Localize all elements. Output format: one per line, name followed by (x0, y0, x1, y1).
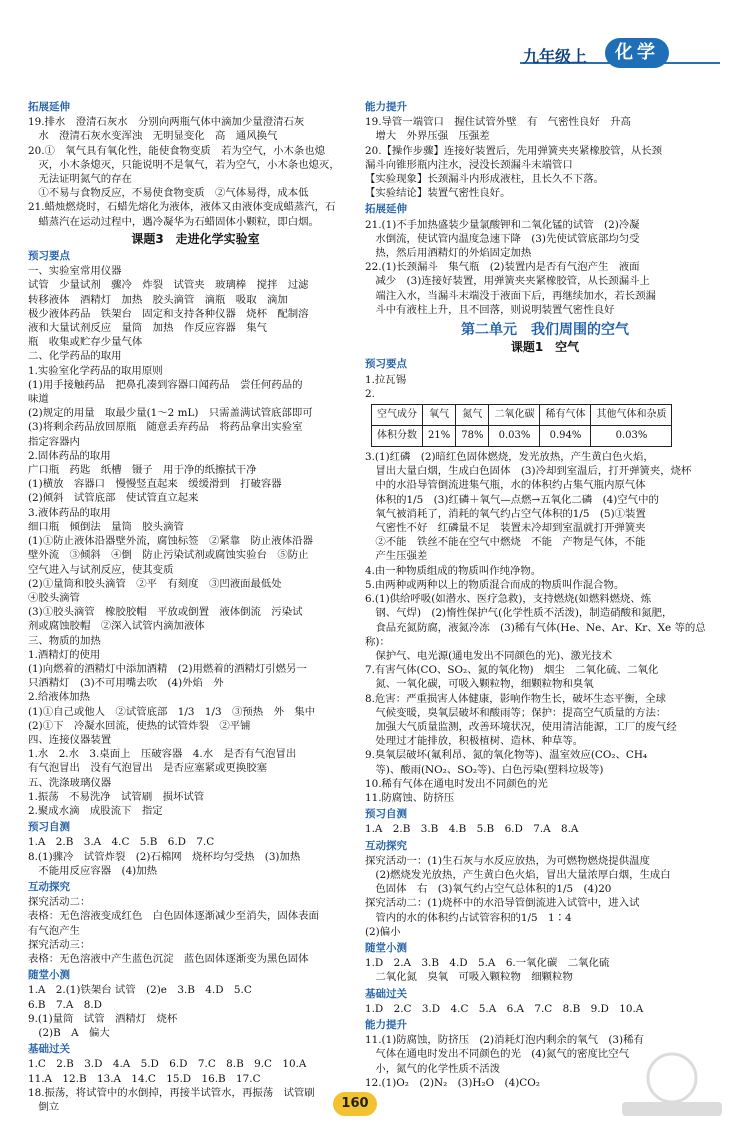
answer-line: 中的水沿导管倒流进集气瓶，水的体积约占集气瓶内原气体 (365, 479, 646, 492)
right-column (365, 98, 725, 1090)
answer-line: 1.A 2.B 3.A 4.C 5.B 6.D 7.C (28, 836, 215, 849)
section-heading: 预习自测 (28, 821, 70, 834)
section-heading: 预习要点 (365, 358, 407, 371)
answer-line: 8.危害：严重损害人体健康，影响作物生长，破坏生态平衡，全球 (365, 692, 666, 705)
answer-line: ④胶头滴管 (28, 591, 80, 604)
answer-line: 氧气被消耗了，消耗的氧气约占空气体积的1/5 (5)①装置 (365, 507, 646, 520)
section-heading: 基础过关 (28, 1043, 70, 1056)
answer-line: 表格：无色溶液变成红色 白色固体逐渐减少至消失，固体表面 (28, 910, 319, 923)
answer-line: 水倒流，使试管内温度急速下降 (3)先使试管底部均匀受 (365, 232, 640, 245)
answer-line: (1)向燃着的酒精灯中添加酒精 (2)用燃着的酒精灯引燃另一 (28, 662, 307, 675)
answer-line: 9.(1)量筒 试管 酒精灯 烧杯 (28, 1012, 178, 1025)
answer-line: 1.振荡 不易洗净 试管刷 损坏试管 (28, 790, 205, 803)
answer-line: 漏斗向锥形瓶内注水，浸没长颈漏斗末端管口 (365, 158, 573, 171)
section-heading: 随堂小测 (28, 969, 70, 982)
answer-line: 无法证明氮气的存在 (28, 173, 132, 186)
watermark-logo (612, 1050, 732, 1120)
answer-line: ②不能 铁丝不能在空气中燃烧 不能 产物是气体，不能 (365, 536, 646, 549)
section-heading: 能力提升 (365, 101, 407, 113)
lesson-title: 课题3 走进化学实验室 (131, 231, 260, 246)
answer-line: 11.(1)防腐蚀，防挤压 (2)消耗灯泡内剩余的氧气 (3)稀有 (365, 1034, 644, 1047)
answer-line: 5.由两种或两种以上的物质混合而成的物质叫作混合物。 (365, 578, 625, 591)
answer-line: 增大 外界压强 压强差 (365, 130, 490, 143)
answer-line: 色固体 右 (3)氧气约占空气总体积的1/5 (4)20 (365, 883, 612, 896)
answer-line: 液和大量试剂反应 量筒 加热 作反应容器 集气 (28, 322, 267, 335)
answer-line: 端注入水，当漏斗末端没于液面下后，再继续加水，若长颈漏 (365, 289, 656, 302)
air-table-cell: 0.03% (591, 426, 672, 447)
answer-line: 11.防腐蚀、防挤压 (365, 791, 455, 804)
answer-line: 1.拉瓦锡 (365, 373, 407, 386)
answer-line: 探究活动二：(1)烧杯中的水沿导管倒流进入试管中，进入试 (365, 897, 640, 910)
air-table-header-cell: 二氧化碳 (489, 405, 540, 426)
answer-line: 探究活动一：(1)生石灰与水反应放热，为可燃物燃烧提供温度 (365, 854, 650, 867)
answer-line: 试管 少量试剂 骤冷 炸裂 试管夹 玻璃棒 搅拌 过滤 (28, 279, 309, 292)
answer-line: 保护气、电光源(通电发出不同颜色的光)、激光技术 (365, 649, 613, 662)
section-heading: 预习自测 (365, 808, 407, 821)
answer-line: (2)规定的用量 取最少量(1～2 mL) 只需盖满试管底部即可 (28, 407, 313, 420)
answer-line: 气体在通电时发出不同颜色的光 (4)氮气的密度比空气 (365, 1048, 630, 1061)
answer-line: 1.酒精灯的使用 (28, 648, 101, 661)
answer-line: 广口瓶 药匙 纸槽 镊子 用于净的纸擦拭干净 (28, 464, 257, 477)
answer-line: 18.振荡，将试管中的水倒掉，再接半试管水，再振荡 试管刷 (28, 1086, 315, 1099)
answer-line: 有气泡冒出 没有气泡冒出 是否应塞紧或更换胶塞 (28, 762, 267, 775)
lesson-title: 课题1 空气 (510, 340, 580, 355)
answer-line: (1)横放 容器口 慢慢竖直起来 缓缓滑到 打破容器 (28, 478, 282, 491)
left-column (28, 98, 363, 1114)
answer-line: 2. (365, 387, 375, 400)
section-heading: 互动探究 (365, 839, 407, 852)
section-heading: 随堂小测 (365, 941, 407, 954)
section-heading: 基础过关 (365, 987, 407, 1000)
air-composition-table (371, 404, 672, 447)
air-table-cell: 21% (423, 426, 456, 447)
answer-line: 有气泡产生 (28, 924, 80, 937)
air-table-header-cell: 氧气 (423, 405, 456, 426)
answer-line: (1)用手接触药品 把鼻孔凑到容器口闻药品 尝任何药品的 (28, 378, 303, 391)
answer-line: (1)①自己或他人 ②试管底部 1/3 1/3 ③预热 外 集中 (28, 705, 316, 718)
answer-line: 壁外流 ③倾斜 ④倒 防止污染试剂或腐蚀实验台 ⑤防止 (28, 549, 309, 562)
answer-line: 加强大气质量监测，改善环境状况，使用清洁能源，工厂的废气经 (365, 720, 677, 733)
answer-line: (2)①下 冷凝水回流，使热的试管炸裂 ②平铺 (28, 719, 251, 732)
answer-line: 1.A 2.(1)铁架台 试管 (2)e 3.B 4.D 5.C (28, 984, 252, 997)
answer-line: 体积的1/5 (3)红磷＋氧气—点燃→五氧化二磷 (4)空气中的 (365, 493, 659, 506)
air-table-cell: 78% (456, 426, 489, 447)
answer-line: 3.液体药品的取用 (28, 506, 111, 519)
air-table-header-row (372, 405, 672, 426)
answer-line: 19.导管一端管口 握住试管外壁 有 气密性良好 升高 (365, 116, 631, 129)
answer-line: 只酒精灯 (3)不可用嘴去吹 (4)外焰 外 (28, 677, 224, 690)
answer-line: 1.D 2.C 3.D 4.C 5.A 6.A 7.C 8.B 9.D 10.A (365, 1002, 644, 1015)
answer-line: 蜡蒸汽在运动过程中，遇冷凝华为石蜡固体小颗粒，即白烟。 (28, 215, 319, 228)
answer-line: 探究活动二： (28, 896, 91, 909)
subject-badge: 化学 (605, 38, 669, 68)
answer-line: 不能用反应容器 (4)加热 (28, 864, 158, 877)
air-table-header-cell: 氮气 (456, 405, 489, 426)
answer-line: 细口瓶 倾倒法 量筒 胶头滴管 (28, 520, 184, 533)
answer-line: 10.稀有气体在通电时发出不同颜色的光 (365, 777, 548, 790)
answer-line: 【实验结论】装置气密性良好。 (365, 187, 511, 200)
answer-line: 表格：无色溶液中产生蓝色沉淀 蓝色固体逐渐变为黑色固体 (28, 952, 309, 965)
section-heading: 能力提升 (365, 1018, 407, 1031)
page-header (0, 0, 750, 92)
answer-line: (2)倾斜 试管底部 使试管直立起来 (28, 492, 199, 505)
answer-line: 气候变暖，臭氧层破坏和酸雨等；保护：提高空气质量的方法： (365, 706, 667, 719)
answer-line: 斗中有液柱上升，且不回落，则说明装置气密性良好 (365, 303, 615, 316)
answer-line: 20.【操作步骤】连接好装置后，先用弹簧夹夹紧橡胶管，从长颈 (365, 144, 663, 157)
answer-line: 11.A 12.B 13.A 14.C 15.D 16.B 17.C (28, 1072, 261, 1085)
section-heading: 互动探究 (28, 880, 70, 893)
answer-line: 21.(1)不手加热盛装少量氯酸钾和二氧化锰的试管 (2)冷凝 (365, 218, 640, 231)
answer-line: 减少 (3)连接好装置，用弹簧夹夹紧橡胶管，从长颈漏斗上 (365, 275, 650, 288)
answer-line: (2)B A 偏大 (28, 1027, 110, 1039)
answer-line: 6.(1)供给呼吸(如潜水、医疗急救)，支持燃烧(如燃料燃烧、炼 (365, 593, 652, 606)
answer-line: (3)①胶头滴管 橡胶胶帽 平放或倒置 液体倒流 污染试 (28, 606, 303, 619)
answer-line: 瓶 收集或贮存少量气体 (28, 336, 143, 349)
answer-line: 22.(1)长颈漏斗 集气瓶 (2)装置内是否有气泡产生 液面 (365, 261, 640, 274)
answer-line: 6.B 7.A 8.D (28, 998, 102, 1011)
answer-line: (1)①防止液体沿器壁外流，腐蚀标签 ②紧靠 防止液体沿器 (28, 535, 313, 548)
answer-line: 冒出大量白烟，生成白色固体 (3)冷却到室温后，打开弹簧夹，烧杯 (365, 465, 692, 478)
answer-line: 探究活动三： (28, 938, 91, 951)
answer-line: 19.排水 澄清石灰水 分别向两瓶气体中滴加少量澄清石灰 (28, 116, 305, 129)
answer-line: 12.(1)O₂ (2)N₂ (3)H₂O (4)CO₂ (365, 1076, 540, 1089)
answer-line: 20.① 氧气具有氧化性，能使食物变质 若为空气，小木条也熄 (28, 144, 326, 157)
answer-line: 气密性不好 红磷量不足 装置未冷却到室温就打开弹簧夹 (365, 522, 646, 535)
page-number: 160 (333, 1092, 377, 1116)
answer-line: 处理过才能排放，积极植树、造林、种草等。 (365, 735, 584, 748)
right-column-bottom (365, 450, 725, 1090)
answer-line: 1.C 2.B 3.D 4.A 5.D 6.D 7.C 8.B 9.C 10.A (28, 1058, 307, 1071)
answer-line: 极少液体药品 铁架台 固定和支持各种仪器 烧杯 配制溶 (28, 307, 309, 320)
section-heading: 预习要点 (28, 250, 70, 263)
answer-line: (2)偏小 (365, 925, 401, 938)
answer-line: 剂或腐蚀胶帽 ②深入试管内滴加液体 (28, 620, 205, 633)
answer-line: 1.水 2.水 3.桌面上 压破容器 4.水 是否有气泡冒出 (28, 748, 297, 761)
section-heading: 拓展延伸 (28, 101, 70, 113)
answer-line: 食品充氮防腐，液氮冷冻 (3)稀有气体(He、Ne、Ar、Kr、Xe 等的总称)： (365, 621, 706, 648)
answer-line: 指定容器内 (28, 435, 80, 448)
answer-line: (2)燃烧发光放热，产生黄白色火焰，冒出大量浓厚白烟，生成白 (365, 868, 671, 881)
answer-line: 转移液体 酒精灯 加热 胶头滴管 滴瓶 吸取 滴加 (28, 293, 288, 306)
answer-line: 一、实验室常用仪器 (28, 265, 122, 278)
answer-line: 五、洗涤玻璃仪器 (28, 776, 112, 789)
answer-line: 管内的水的体积约占试管容积的1/5 1∶4 (365, 911, 572, 924)
answer-line: 热，然后用酒精灯的外焰固定加热 (365, 247, 532, 260)
answer-line: 2.给液体加热 (28, 691, 90, 704)
answer-line: 等)、酸雨(NO₂、SO₂等)、白色污染(塑料垃圾等) (365, 763, 604, 776)
air-table-header-cell: 其他气体和杂质 (591, 405, 672, 426)
answer-line: 1.实验室化学药品的取用原则 (28, 364, 163, 377)
answer-line: 钢、气焊) (2)惰性保护气(化学性质不活泼)，制造硝酸和氮肥， (365, 607, 673, 620)
answer-line: 二、化学药品的取用 (28, 350, 122, 363)
air-table-cell: 0.03% (489, 426, 540, 447)
answer-line: 二氧化氮 臭氧 可吸入颗粒物 细颗粒物 (365, 971, 573, 984)
answer-line: 产生压强差 (365, 550, 428, 563)
answer-line: 4.由一种物质组成的物质叫作纯净物。 (365, 564, 542, 577)
right-column-top (365, 100, 725, 401)
air-table-data-row (372, 426, 672, 447)
answer-line: 1.A 2.B 3.B 4.B 5.B 6.D 7.A 8.A (365, 823, 579, 836)
answer-line: 【实验现象】长颈漏斗内形成液柱，且长久不下落。 (365, 173, 604, 186)
answer-line: 7.有害气体(CO、SO₂、氮的氧化物) 烟尘 二氧化硫、二氧化 (365, 664, 659, 677)
answer-line: 小，氮气的化学性质不活泼 (365, 1062, 501, 1075)
answer-line: 水 澄清石灰水变浑浊 无明显变化 高 通风换气 (28, 130, 278, 143)
answer-line: 8.(1)骤冷 试管炸裂 (2)石棉网 烧杯均匀受热 (3)加热 (28, 850, 301, 863)
air-table-header-cell: 稀有气体 (540, 405, 591, 426)
answer-line: (3)将剩余药品放回原瓶 随意丢弃药品 将药品拿出实验室 (28, 421, 303, 434)
answer-line: 灭，小木条熄灭，只能说明不是氧气，若为空气，小木条也熄灭， (28, 158, 340, 171)
answer-line: 味道 (28, 393, 49, 406)
answer-line: 氮、一氧化碳，可吸入颗粒物，细颗粒物和臭氧 (365, 678, 594, 691)
answer-line: 空气进入与试剂反应，使其变质 (28, 563, 174, 576)
answer-line: 四、连接仪器装置 (28, 733, 112, 746)
section-heading: 拓展延伸 (365, 203, 407, 216)
answer-line: 倒立 (28, 1101, 60, 1114)
answer-line: 21.蜡烛燃烧时，石蜡先熔化为液体，液体又由液体变成蜡蒸汽，石 (28, 201, 336, 214)
answer-line: 三、物质的加热 (28, 634, 101, 647)
unit-title: 第二单元 我们周围的空气 (461, 322, 629, 339)
answer-line: ①不易与食物反应，不易使食物变质 ②气体易得，成本低 (28, 187, 309, 200)
air-table-cell: 体积分数 (372, 426, 423, 447)
answer-line: 2.固体药品的取用 (28, 449, 111, 462)
answer-line: 3.(1)红磷 (2)暗红色固体燃烧，发光放热，产生黄白色火焰， (365, 451, 654, 464)
answer-line: 2.聚成水滴 成股流下 指定 (28, 804, 163, 817)
grade-label: 九年级上 (523, 47, 588, 66)
answer-line: (2)①量筒和胶头滴管 ②平 有刻度 ③凹液面最低处 (28, 577, 282, 590)
answer-line: 1.D 2.A 3.B 4.D 5.A 6.一氧化碳 二氧化硫 (365, 957, 610, 970)
air-table-cell: 0.94% (540, 426, 591, 447)
answer-line: 9.臭氧层破坏(氟利昂、氮的氧化物等)、温室效应(CO₂、CH₄ (365, 749, 648, 762)
air-table-header-cell: 空气成分 (372, 405, 423, 426)
